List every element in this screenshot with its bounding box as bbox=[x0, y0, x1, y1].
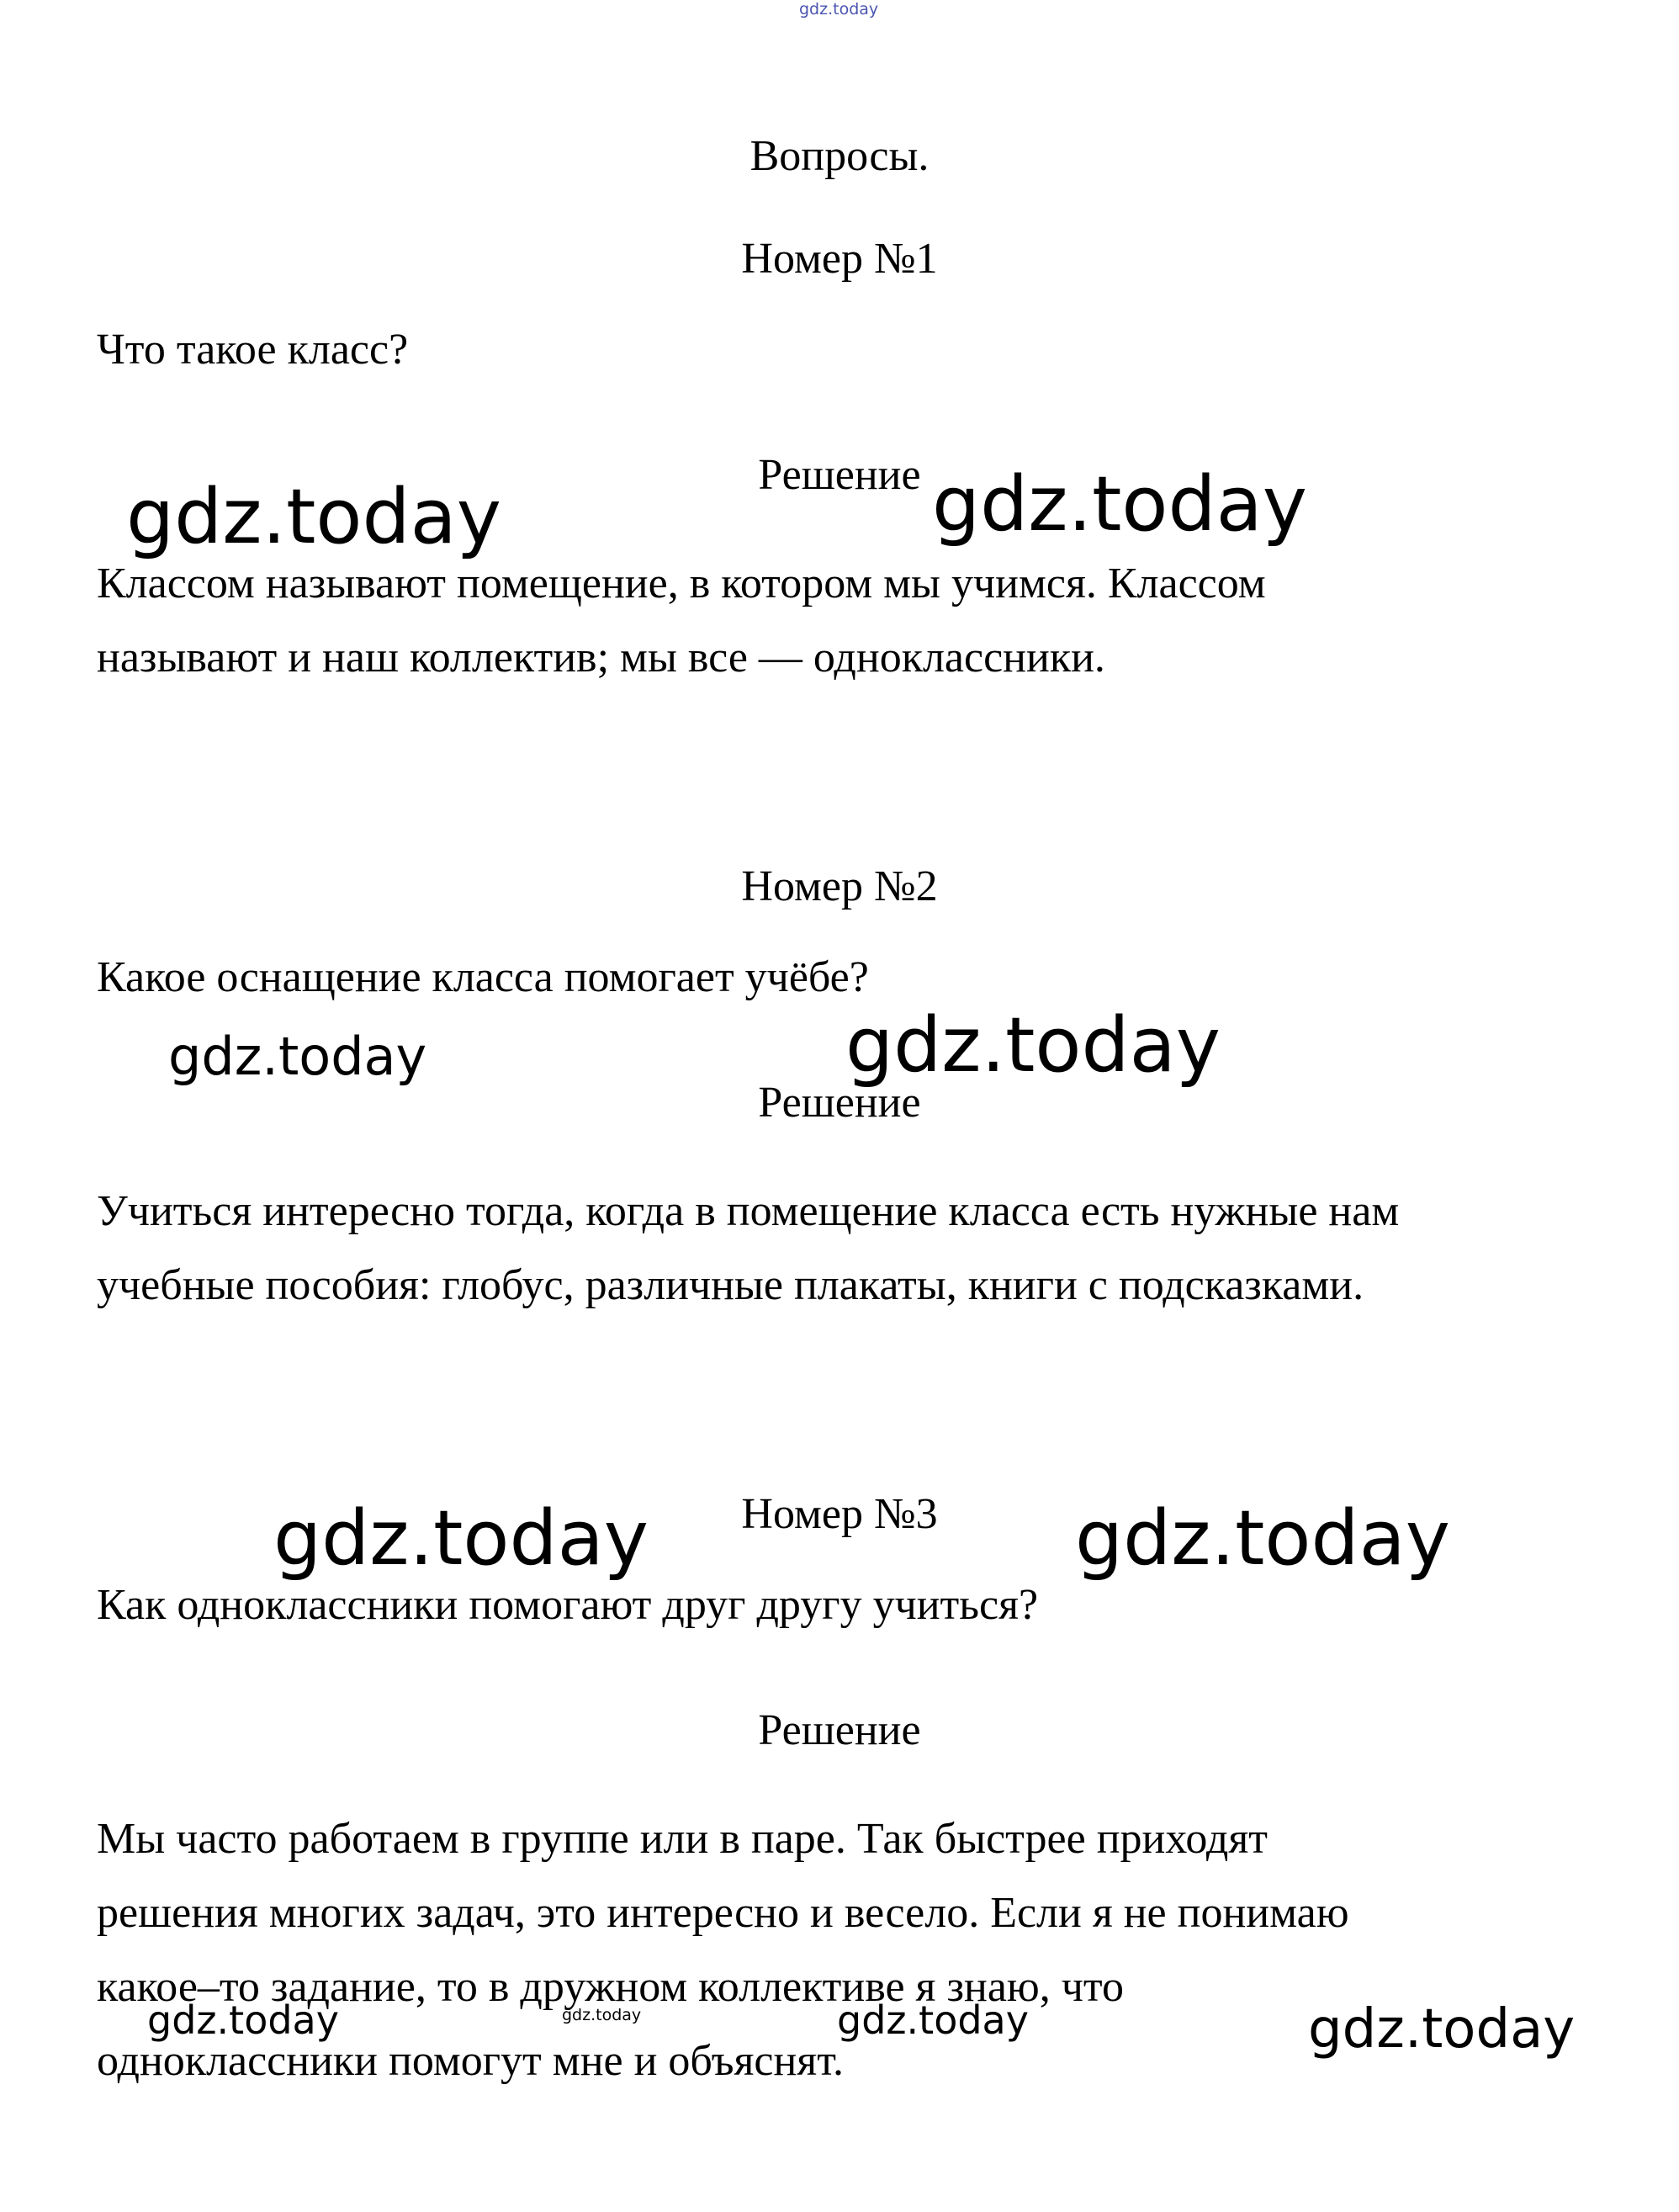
problem-3-number: Номер №3 bbox=[741, 1490, 938, 1538]
problem-1-solution-label: Решение bbox=[758, 451, 921, 499]
watermark-text: gdz.today bbox=[126, 473, 502, 561]
watermark-text: gdz.today bbox=[562, 2006, 642, 2024]
problem-3-solution-label: Решение bbox=[758, 1706, 921, 1754]
problem-2-solution-label: Решение bbox=[758, 1079, 921, 1127]
answer-line: одноклассники помогут мне и объяснят. bbox=[97, 2037, 845, 2085]
problem-2-answer bbox=[97, 1175, 1611, 1323]
problem-2-question: Какое оснащение класса помогает учёбе? bbox=[97, 953, 869, 1001]
answer-line: учебные пособия: глобус, различные плакаты, книги с подсказками. bbox=[97, 1261, 1364, 1309]
watermark-text: gdz.today bbox=[845, 1001, 1221, 1090]
answer-line: Мы часто работаем в группе или в паре. Так быстрее приходят bbox=[97, 1815, 1268, 1863]
watermark-text: gdz.today bbox=[147, 1997, 339, 2043]
page-title: Вопросы. bbox=[749, 132, 930, 180]
problem-1-answer bbox=[97, 547, 1611, 695]
watermark-text: gdz.today bbox=[168, 1026, 427, 1087]
problem-1-question: Что такое класс? bbox=[97, 326, 409, 374]
watermark-text: gdz.today bbox=[273, 1494, 649, 1583]
problem-2-number: Номер №2 bbox=[741, 862, 938, 910]
watermark-text: gdz.today bbox=[1075, 1494, 1451, 1583]
header-watermark: gdz.today bbox=[799, 0, 879, 19]
answer-line: какое–то задание, то в дружном коллективе я знаю, что bbox=[97, 1963, 1124, 2011]
answer-line: решения многих задач, это интересно и весело. Если я не понимаю bbox=[97, 1889, 1349, 1937]
problem-1-number: Номер №1 bbox=[741, 235, 938, 283]
answer-line: Учиться интересно тогда, когда в помещение класса есть нужные нам bbox=[97, 1187, 1400, 1235]
answer-line: Классом называют помещение, в котором мы учимся. Классом bbox=[97, 560, 1266, 607]
watermark-text: gdz.today bbox=[1308, 1998, 1576, 2061]
answer-line: называют и наш коллектив; мы все — одноклассники. bbox=[97, 634, 1105, 682]
watermark-text: gdz.today bbox=[837, 1997, 1029, 2043]
watermark-text: gdz.today bbox=[932, 460, 1308, 549]
problem-3-question: Как одноклассники помогают друг другу учиться? bbox=[97, 1581, 1039, 1629]
